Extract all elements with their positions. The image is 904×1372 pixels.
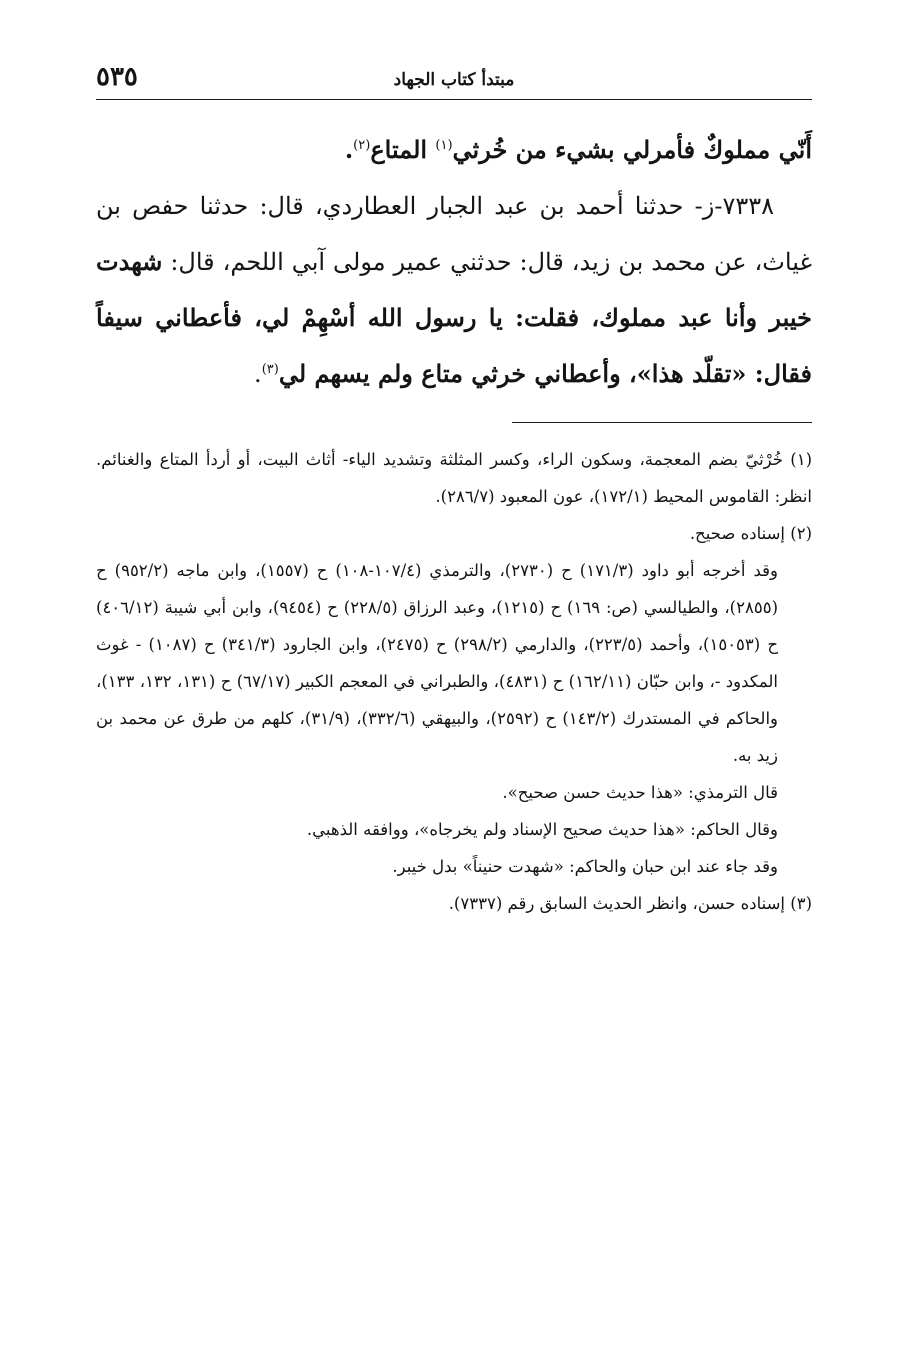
footnote-ref-1[interactable]: (١) <box>435 138 453 153</box>
footnote-2 <box>96 515 812 552</box>
footnote-1-mark: (١) <box>790 450 812 469</box>
footnote-ref-3[interactable]: (٣) <box>261 362 279 377</box>
footnote-ref-2[interactable]: (٢) <box>353 138 371 153</box>
footnote-2-hakim: وقال الحاكم: «هذا حديث صحيح الإسناد ولم يخرجاه»، ووافقه الذهبي. <box>306 820 778 839</box>
footnote-separator <box>512 422 812 423</box>
continuation-line <box>96 122 812 178</box>
footnote-2-variant: وقد جاء عند ابن حبان والحاكم: «شهدت حنيناً» بدل خيبر. <box>392 857 778 876</box>
line1-text-a: أَنّي مملوكٌ فأمرلي بشيء من خُرثي <box>452 135 812 164</box>
page-number: ٥٣٥ <box>96 62 138 92</box>
footnote-2-tirmidhi: قال الترمذي: «هذا حديث حسن صحيح». <box>502 783 778 802</box>
page-header <box>96 56 812 100</box>
running-title: مبتدأ كتاب الجهاد <box>393 70 515 90</box>
line1-text-b: المتاع <box>370 135 436 164</box>
book-page <box>96 56 812 922</box>
line1-text-c: . <box>344 135 354 164</box>
hadith-number: ٧٣٣٨ <box>722 192 774 220</box>
hadith-end: . <box>254 360 262 388</box>
footnote-2-mark: (٢) <box>790 524 812 543</box>
hadith-quote: «تقلّد هذا» <box>636 359 747 388</box>
footnote-3-mark: (٣) <box>790 894 812 913</box>
footnote-1 <box>96 441 812 515</box>
hadith-matn-2: ، وأعطاني خرثي متاع ولم يسهم لي <box>278 359 637 388</box>
header-rule <box>96 99 812 100</box>
footnote-2-text: إسناده صحيح. <box>689 524 791 543</box>
main-text <box>96 122 812 402</box>
footnote-2-sources: وقد أخرجه أبو داود (١٧١/٣) ح (٢٧٣٠)، والترمذي (١٠٧/٤-١٠٨) ح (١٥٥٧)، وابن ماجه (٩٥٢/٢) ح (٢٨٥٥)، والطيالسي (ص: ١٦٩) ح (١٢١٥)، وعبد الرزاق (٢٢٨/٥) ح (٩٤٥٤)، وابن أبي شيبة (٤٠٦/١٢) ح (١٥٠٥٣)، وأحمد (٢٢٣/٥)، والدارمي (٢٩٨/٢) ح (٢٤٧٥)، وابن الجارود (٣٤١/٣) ح (١٠٨٧) - غوث المكدود -، وابن حبّان (١٦٢/١١) ح (٤٨٣١)، والطبراني في المعجم الكبير (٦٧/١٧) ح (١٣١، ١٣٢، ١٣٣)، والحاكم في المستدرك (١٤٣/٢) ح (٢٥٩٢)، والبيهقي (٣٣٢/٦)، (٣١/٩)، كلهم من طرق عن محمد بن زيد به. <box>96 561 779 765</box>
hadith-isnad: -ز- حدثنا أحمد بن عبد الجبار العطاردي، قال: حدثنا حفص بن غياث، عن محمد بن زيد، قال: حدثني عمير مولى آبي اللحم، قال: <box>96 192 812 276</box>
footnotes <box>96 441 812 922</box>
hadith-matn-1: شهدت خيبر وأنا عبد مملوك، فقلت: يا رسول الله أسْهِمْ لي، فأعطاني سيفاً فقال: <box>96 247 812 388</box>
footnote-1-text: خُرْثيّ بضم المعجمة، وسكون الراء، وكسر المثلثة وتشديد الياء- أثاث البيت، أو أردأ المتاع والغنائم. انظر: القاموس المحيط (١٧٢/١)، عون المعبود (٢٨٦/٧). <box>96 450 812 506</box>
hadith-paragraph <box>96 178 812 402</box>
footnote-3-text: إسناده حسن، وانظر الحديث السابق رقم (٧٣٣٧). <box>448 894 791 913</box>
footnote-3 <box>96 885 812 922</box>
